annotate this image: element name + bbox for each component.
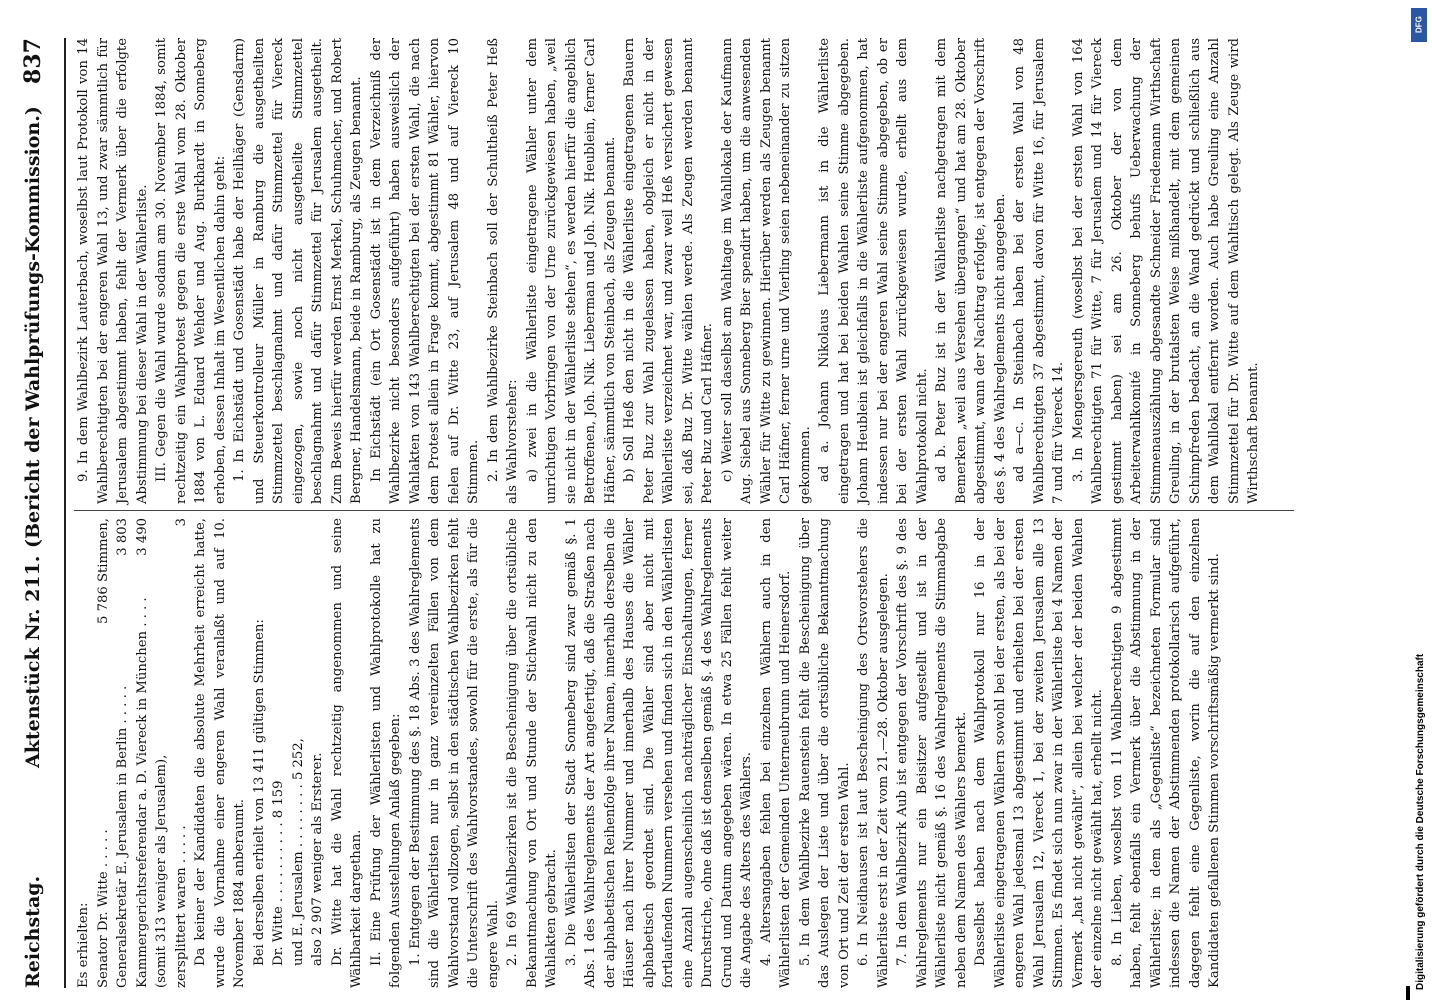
intro-text: Es erhielten:: [76, 902, 91, 988]
dfg-logo: DFG: [1411, 8, 1427, 42]
paragraph: III. Gegen die Wahl wurde sodann am 30. November 1884, somit rechtzeitig ein Wahlprotest gegen die erste Wahl vom 28. Oktober 1884 von L. Eduard Wehder und Aug. Burkhardt in Sonneberg erhoben, dessen Inhalt im Wesentlichen dahin geht:: [154, 38, 228, 504]
page-number: 837: [20, 38, 46, 84]
digitization-credit: Digitalisierung gefördert durch die Deutsche Forschungsgemeinschaft: [1415, 653, 1426, 990]
paragraph: 1. In Eichstädt und Gosenstädt habe der Heilhäger (Gensdarm) und Steuerkontrolleur Müller in Ramburg die ausgetheilten Stimmzettel beschlagnahmt und dafür Stimmzettel für Viereck eingezogen, sowie noch nicht ausgetheilte Stimmzettel beschlagnahmt und dafür Stimmzettel für Jerusalem ausgetheilt. Zum Beweis hierfür werden Ernst Merkel, Schuhmacher, und Robert Bergner, Handelsmann, beide in Ramburg, als Zeugen benannt.: [232, 38, 364, 504]
paragraph: 1. Entgegen der Bestimmung des §. 18 Abs. 3 des Wahlreglements sind die Wählerlisten nur in ganz vereinzelten Fällen von dem Wahlvorstand vollzogen, selbst in den städtischen Wahlbezirken fehlt die Unterschrift des Wahlvorstandes, sowohl für die erste, als für die engere Wahl.: [407, 518, 501, 988]
paragraph: Bei derselben erhielt von 13 411 gültigen Stimmen:: [251, 619, 267, 966]
left-column: [74, 518, 1225, 988]
vote-row: [133, 518, 153, 988]
running-header: [18, 38, 58, 988]
paragraph: 5. In dem Wahlbezirke Rauenstein fehlt die Bescheinigung über das Auslegen der Liste und über die ortsübliche Bekanntmachung von Ort und Zeit der ersten Wahl.: [797, 518, 852, 988]
paragraph: 9. In dem Wahlbezirk Lauterbach, woselbst laut Protokoll von 14 Wahlberechtigten bei der engeren Wahl 13, und zwar sämmtlich für Jerusalem abgestimmt haben, fehlt der Vermerk über die erfolgte Abstimmung bei dieser Wahl in der Wählerliste.: [76, 38, 150, 504]
paragraph: ad a—c. In Steinbach haben bei der ersten Wahl von 48 Wahlberechtigten 37 abgestimmt, davon für Witte 16, für Jerusalem 7 und für Viereck 14.: [1012, 38, 1066, 504]
paragraph: In Eichstädt (ein Ort Gosenstädt ist in dem Verzeichniß der Wahlbezirke nicht besonders aufgeführt) haben ausweislich der Wahlakten von 143 Wahlberechtigten bei der ersten Wahl, die nach dem Protest allein in Frage kommt, abgestimmt 81 Wähler, hiervon fielen auf Dr. Witte 23, auf Jerusalem 48 und auf Viereck 10 Stimmen.: [368, 38, 481, 504]
paragraph: Dr. Witte . . . . . . . . . . 8 159: [271, 780, 286, 966]
vote-count: 3 803: [115, 518, 130, 556]
paragraph: a) zwei in die Wählerliste eingetragene Wähler unter dem unrichtigen Vorbringen von der Urne zurückgewiesen haben, „weil sie nicht in der Wählerliste stehen“, es werden hierfür die angeblich Betroffenen, Joh. Nik. Lieberman und Joh. Nik. Heublein, ferner Carl Häfner, sämmtlich von Steinbach, als Zeugen benannt.: [524, 38, 618, 504]
paragraph: 2. In 69 Wahlbezirken ist die Bescheinigung über die ortsübliche Bekanntmachung von Ort und Stunde der Stichwahl nicht zu den Wahlakten gebracht.: [505, 518, 559, 988]
paragraph: Dasselbst haben nach dem Wahlprotokoll nur 16 in der Wählerliste eingetragenen Wählern sowohl bei der ersten, als bei der engeren Wahl jedesmal 13 abgestimmt und erhielten bei der ersten Wahl Jerusalem 12, Viereck 1, bei der zweiten Jerusalem alle 13 Stimmen. Es findet sich nun zwar in der Wählerliste bei 4 Namen der Vermerk „hat nicht gewählt“, allein bei welcher der beiden Wahlen der einzelne nicht gewählt hat, erhellt nicht.: [973, 518, 1105, 988]
left-paragraphs: [191, 518, 1225, 988]
candidate-name: Kammergerichtsreferendar a. D. Viereck in München . . . .: [134, 597, 150, 988]
vote-row: [172, 518, 192, 988]
candidate-name: Generalsekretär E. Jerusalem in Berlin . . . . .: [115, 685, 130, 988]
paragraph: 3. In Mengersgereuth (woselbst bei der ersten Wahl von 164 Wahlberechtigten 71 für Witte, 7 für Jerusalem und 14 für Viereck gestimmt haben) sei am 26. Oktober der von dem Arbeiterwahlkomité in Sonneberg behufs Ueberwachung der Stimmenauszählung abgesandte Schneider Friedemann Wirthschaft Greuling, in der brutalsten Weise mißhandelt, mit dem gemeinen Schimpfreden bedacht, an die Wand gedrückt und schließlich aus dem Wahllokal entfernt worden. Auch habe Greuling eine Anzahl Stimmzettel für Dr. Witte auf dem Wahltisch gelegt. Als Zeuge wird Wirthschaft benannt.: [1070, 38, 1261, 504]
candidate-name: (somit 313 weniger als Jerusalem),: [154, 754, 169, 988]
paragraph: c) Weiter soll daselbst am Wahltage im Wahllokale der Kaufmann Aug. Siebel aus Sonneberg Bier spendirt haben, um die anwesenden Wähler für Witte zu gewinnen. Hierüber werden als Zeugen benannt Carl Häfner, ferner urne und Vierling seien nebeneinander zu sitzen gekommen.: [719, 38, 813, 504]
paragraph: 7. In dem Wahlbezirk Aub ist entgegen der Vorschrift des §. 9 des Wahlreglements nur ein Beisitzer aufgestellt und ist in der Wählerliste nicht gemäß §. 16 des Wahlreglements die Stimmabgabe neben dem Namen des Wählers bemerkt.: [895, 518, 969, 988]
candidate-name: Senator Dr. Witte . . . . .: [95, 829, 111, 988]
paragraph: 4. Altersangaben fehlen bei einzelnen Wählern auch in den Wählerlisten der Gemeinden Unterneubrunn und Heinersdorf.: [758, 518, 793, 988]
vote-row: [152, 518, 172, 988]
paragraph: 6. In Neidhausen ist laut Bescheinigung des Ortsvorstehers die Wählerliste erst in der Zeit vom 21.—28. Oktober ausgelegen.: [856, 518, 891, 988]
paragraph: also 2 907 weniger als Ersterer.: [310, 752, 325, 966]
paragraph: Dr. Witte hat die Wahl rechtzeitig angenommen und seine Wählbarkeit dargethan.: [329, 518, 364, 988]
paragraph: ad a. Johann Nikolaus Liebermann ist in die Wählerliste eingetragen und hat bei beiden Wahlen seine Stimme abgegeben. Johann Heublein ist gleichfalls in die Wählerliste aufgenommen, hat indessen nur bei der engeren Wahl seine Stimme abgegeben, ob er bei der ersten Wahl zurückgewiesen wurde, erhellt aus dem Wahlprotokoll nicht.: [817, 38, 930, 504]
header-center: Aktenstück Nr. 211.: [22, 555, 44, 768]
vote-row: [94, 518, 114, 988]
column-divider: [74, 510, 1294, 511]
vote-count: 3: [173, 518, 189, 527]
vote-count: 3 490: [134, 518, 150, 556]
header-left: Reichstag.: [22, 875, 44, 988]
paragraph: II. Eine Prüfung der Wählerlisten und Wahlprotokolle hat zu folgenden Ausstellungen Anlaß gegeben:: [368, 518, 403, 988]
paragraph: 2. In dem Wahlbezirke Steinbach soll der Schultheiß Peter Heß als Wahlvorsteher:: [485, 38, 520, 504]
right-paragraphs: [74, 38, 1264, 504]
paragraph: Da keiner der Kandidaten die absolute Mehrheit erreicht hatte, wurde die Vornahme einer engeren Wahl veranlaßt und auf 10. November 1884 anberaumt.: [193, 518, 247, 988]
paragraph: ad b. Peter Buz ist in der Wählerliste nachgetragen mit dem Bemerken „weil aus Versehen übergangen“ und hat am 28. Oktober abgestimmt, wann der Nachtrag erfolgte, ist entgegen der Vorschrift des §. 4 des Wahlreglements nicht angegeben.: [934, 38, 1008, 504]
vote-count: 5 786 Stimmen,: [95, 518, 111, 624]
paragraph: 8. In Lieben, woselbst von 11 Wahlberechtigten 9 abgestimmt haben, fehlt ebenfalls ein Vermerk über die Abstimmung in der Wählerliste; in dem als „Gegenliste“ bezeichneten Formular sind indessen die Namen der Abstimmenden protokollarisch aufgeführt, dagegen fehlt eine Gegenliste, worin die auf den einzelnen Kandidaten gefallenen Stimmen vorschriftsmäßig vermerkt sind.: [1109, 518, 1222, 988]
paragraph: b) Soll Heß den nicht in die Wählerliste eingetragenen Bauern Peter Buz zur Wahl zugelassen haben, obgleich er nicht in der Wählerliste verzeichnet war, und zwar weil Heß versichert gewesen sei, daß Buz Dr. Witte wählen werde. Als Zeugen werden benannt Peter Buz und Carl Häfner.: [622, 38, 715, 504]
header-section: (Bericht der Wahlprüfungs-Kommission.): [22, 106, 44, 548]
vote-list: [94, 518, 192, 988]
vote-row: [113, 518, 133, 988]
header-rule: [64, 38, 66, 988]
paragraph: und E. Jerusalem . . . . . . . . 5 252,: [290, 738, 306, 966]
paragraph: 3. Die Wählerlisten der Stadt Sonneberg sind zwar gemäß §. 1 Abs. 1 des Wahlreglements der Art angefertigt, daß die Straßen nach der alphabetischen Reihenfolge ihrer Namen, innerhalb derselben die Häuser nach ihrer Nummer und innerhalb des Hauses die Wähler alphabetisch geordnet sind. Die Wähler sind aber nicht mit fortlaufenden Nummern versehen und finden sich in den Wählerlisten eine Anzahl augenscheinlich nachträglicher Einschaltungen, ferner Durchstriche, ohne daß ist denselben gemäß §. 4 des Wahlreglements Grund und Datum angegeben wären. In etwa 25 Fällen fehlt weiter die Angabe des Alters des Wählers.: [563, 518, 754, 988]
scan-edge-mark: [1406, 986, 1410, 1000]
right-column: [74, 38, 1264, 504]
candidate-name: zersplittert waren . . . . .: [173, 825, 189, 988]
